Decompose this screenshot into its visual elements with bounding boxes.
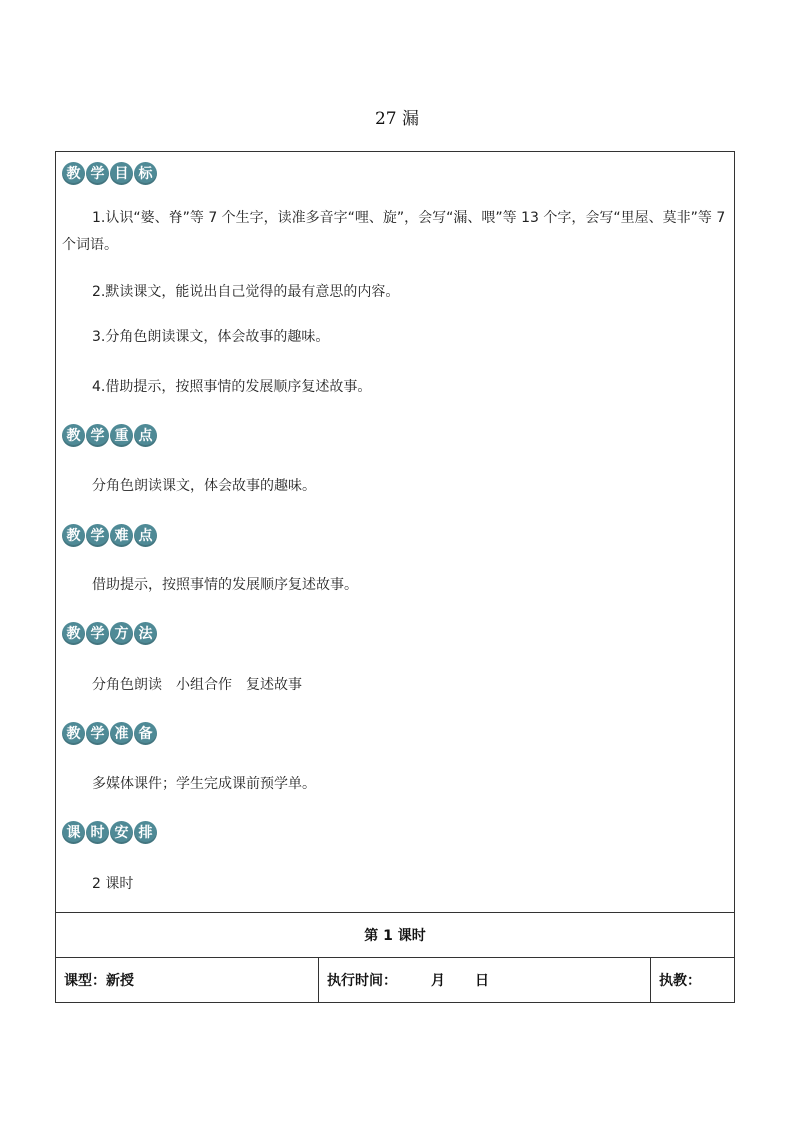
badge-char: 教 [62, 162, 85, 185]
badge-char: 重 [110, 424, 133, 447]
badge-char: 学 [86, 162, 109, 185]
badge-char: 难 [110, 524, 133, 547]
methods-text: 分角色朗读 小组合作 复述故事 [92, 677, 302, 693]
badge-char: 方 [110, 622, 133, 645]
badge-char: 教 [62, 722, 85, 745]
badge-char: 学 [86, 524, 109, 547]
document-title: 27 漏 [374, 109, 420, 129]
badge-char: 标 [134, 162, 157, 185]
schedule-text: 2 课时 [92, 876, 134, 892]
key-points-text: 分角色朗读课文，体会故事的趣味。 [92, 478, 316, 494]
teacher-label: 执教： [659, 973, 701, 989]
month-label: 月 [431, 973, 445, 989]
badge-char: 目 [110, 162, 133, 185]
teacher-cell [651, 958, 734, 1002]
badge-char: 排 [134, 821, 157, 844]
badge-char: 法 [134, 622, 157, 645]
badge-char: 学 [86, 722, 109, 745]
objective-1: 1.认识“婆、脊”等 7 个生字，读准多音字“哩、旋”，会写“漏、喂”等 13 个字，会写“里屋、莫非”等 7 个词语。 [62, 210, 726, 253]
day-label: 日 [475, 973, 489, 989]
lesson-heading [55, 913, 735, 957]
badge-char: 教 [62, 524, 85, 547]
section-badge-methods [62, 622, 157, 645]
section-badge-key-points [62, 424, 157, 447]
lesson-heading-text: 第 1 课时 [364, 928, 426, 944]
badge-char: 教 [62, 424, 85, 447]
badge-char: 准 [110, 722, 133, 745]
section-badge-preparation [62, 722, 157, 745]
preparation-text: 多媒体课件；学生完成课前预学单。 [92, 776, 316, 792]
badge-char: 点 [134, 524, 157, 547]
execution-time-cell [319, 958, 651, 1002]
badge-char: 课 [62, 821, 85, 844]
lesson-type-cell [56, 958, 319, 1002]
lesson-plan-box [55, 151, 735, 913]
section-badge-objectives [62, 162, 157, 185]
difficulties-text: 借助提示，按照事情的发展顺序复述故事。 [92, 577, 358, 593]
execution-time-label: 执行时间： [327, 973, 397, 989]
objective-4: 4.借助提示，按照事情的发展顺序复述故事。 [92, 379, 372, 395]
section-badge-schedule [62, 821, 157, 844]
badge-char: 学 [86, 622, 109, 645]
lesson-type-label: 课型：新授 [64, 973, 134, 989]
section-badge-difficulties [62, 524, 157, 547]
lesson-info-row [55, 957, 735, 1003]
badge-char: 备 [134, 722, 157, 745]
objective-3: 3.分角色朗读课文，体会故事的趣味。 [92, 329, 330, 345]
badge-char: 教 [62, 622, 85, 645]
badge-char: 时 [86, 821, 109, 844]
objective-2: 2.默读课文，能说出自己觉得的最有意思的内容。 [92, 284, 400, 300]
badge-char: 安 [110, 821, 133, 844]
badge-char: 学 [86, 424, 109, 447]
badge-char: 点 [134, 424, 157, 447]
